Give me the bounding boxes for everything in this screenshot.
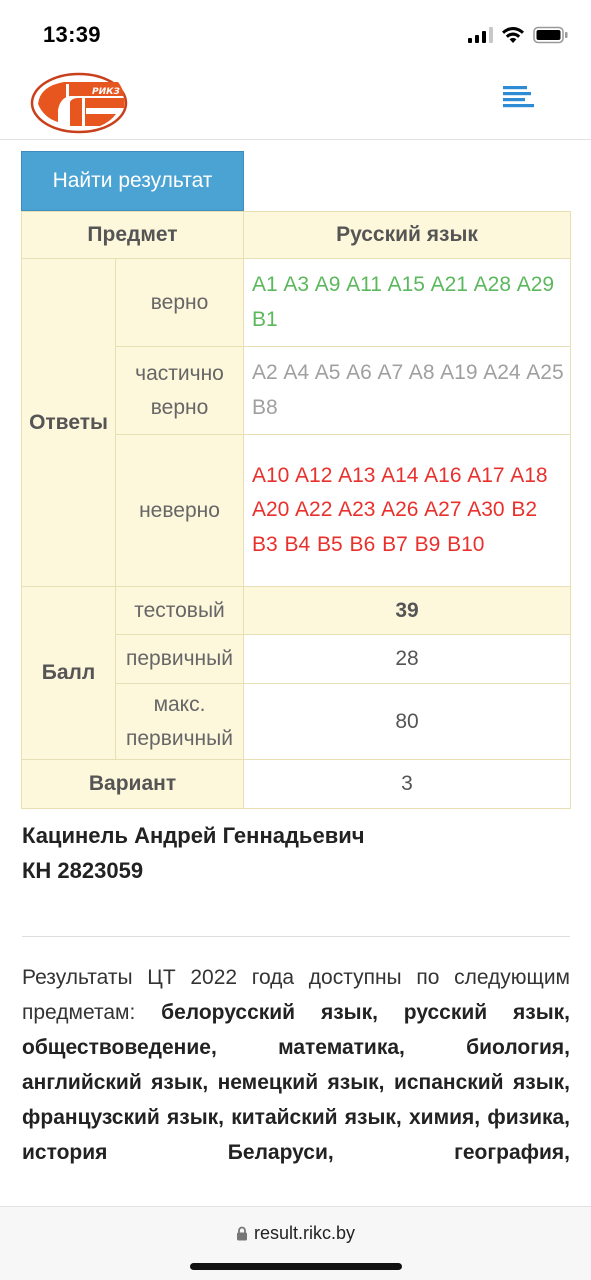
test-score-value: 39 bbox=[244, 587, 571, 635]
cellular-signal-icon bbox=[468, 27, 493, 43]
browser-url-bar[interactable] bbox=[0, 1206, 591, 1280]
test-score-label: тестовый bbox=[116, 587, 244, 635]
correct-label: верно bbox=[116, 259, 244, 347]
status-time: 13:39 bbox=[43, 22, 101, 47]
subject-value: Русский язык bbox=[244, 212, 571, 259]
variant-label: Вариант bbox=[22, 760, 244, 809]
hamburger-menu-icon[interactable] bbox=[503, 84, 535, 110]
find-result-button[interactable]: Найти результат bbox=[21, 151, 244, 211]
url-display[interactable] bbox=[0, 1223, 591, 1244]
person-block bbox=[22, 818, 365, 888]
divider bbox=[22, 936, 570, 937]
url-text: result.rikc.by bbox=[253, 1223, 356, 1243]
primary-score-label: первичный bbox=[116, 635, 244, 684]
score-label: Балл bbox=[22, 587, 116, 760]
site-header bbox=[0, 62, 591, 140]
rikz-logo[interactable] bbox=[30, 72, 128, 134]
max-primary-score-label: макс. первичный bbox=[116, 684, 244, 760]
results-table bbox=[21, 211, 571, 809]
answers-label: Ответы bbox=[22, 259, 116, 587]
status-bar bbox=[0, 0, 591, 62]
available-subjects-info bbox=[22, 960, 570, 1170]
info-intro: Результаты ЦТ 2022 года доступны по следующим предметам: bbox=[22, 966, 570, 1024]
home-indicator bbox=[190, 1263, 402, 1270]
lock-icon bbox=[236, 1226, 248, 1241]
correct-codes: A1 A3 A9 A11 A15 A21 A28 A29 B1 bbox=[244, 259, 571, 347]
partial-label: частично верно bbox=[116, 347, 244, 435]
wrong-codes: A10 A12 A13 A14 A16 A17 A18 A20 A22 A23 A26 A27 A30 B2 B3 B4 B5 B6 B7 B9 B10 bbox=[244, 435, 571, 587]
battery-icon bbox=[533, 26, 569, 44]
person-name: Кацинель Андрей Геннадьевич bbox=[22, 823, 365, 848]
wifi-icon bbox=[501, 26, 525, 44]
max-primary-score-value: 80 bbox=[244, 684, 571, 760]
subject-label: Предмет bbox=[22, 212, 244, 259]
primary-score-value: 28 bbox=[244, 635, 571, 684]
wrong-label: неверно bbox=[116, 435, 244, 587]
partial-codes: A2 A4 A5 A6 A7 A8 A19 A24 A25 B8 bbox=[244, 347, 571, 435]
status-icons bbox=[468, 24, 569, 46]
person-id: КН 2823059 bbox=[22, 858, 144, 883]
svg-text:РИКЗ: РИКЗ bbox=[92, 87, 120, 97]
variant-value: 3 bbox=[244, 760, 571, 809]
info-subjects: белорусский язык, русский язык, обществоведение, математика, биология, английский язык, немецкий язык, испанский язык, французский язык, китайский язык, химия, физика, история Беларуси, география, bbox=[22, 1001, 570, 1164]
